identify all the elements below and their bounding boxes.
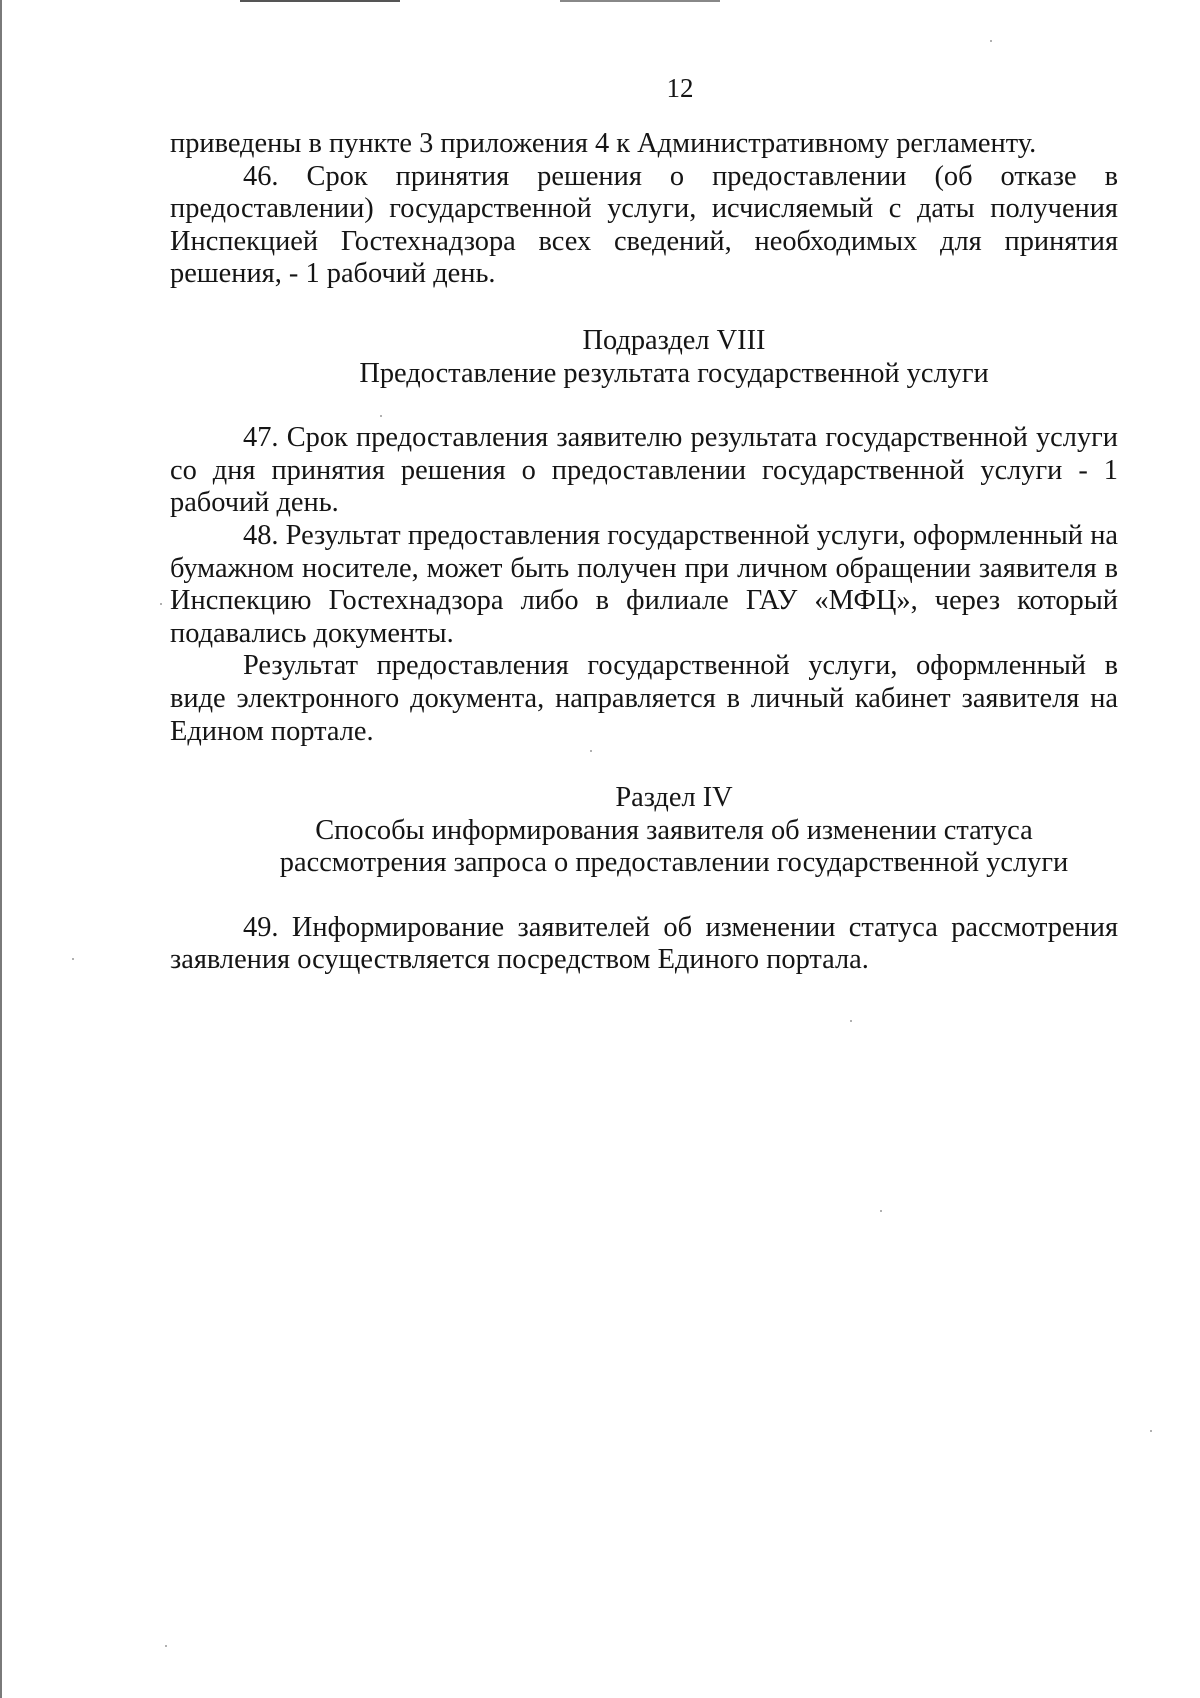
scan-edge-left (0, 0, 2, 1698)
paragraph-49: 49. Информирование заявителей об изменении статуса рассмотрения заявления осуществляется посредством Единого портала. (170, 911, 1118, 976)
scan-edge-top (560, 0, 720, 2)
scan-speck (990, 40, 992, 42)
scan-speck (850, 1020, 852, 1022)
scan-speck (380, 415, 382, 417)
section-title: Раздел IV (615, 782, 733, 814)
scan-speck (880, 1210, 882, 1212)
paragraph-46: 46. Срок принятия решения о предоставлении (об отказе в предоставлении) государственной услуги, исчисляемый с даты получения Инспекцией Гостехнадзора всех сведений, необходимых для принятия решения, - 1 рабочий день. (170, 160, 1118, 290)
page-number: 12 (666, 73, 694, 103)
scan-speck (1150, 1430, 1152, 1432)
scan-edge-top (240, 0, 400, 2)
section-subtitle-line2: рассмотрения запроса о предоставлении государственной услуги (279, 847, 1069, 879)
paragraph-48-continued: Результат предоставления государственной услуги, оформленный в виде электронного документа, направляется в личный кабинет заявителя на Едином портале. (170, 650, 1118, 747)
scan-speck (165, 1645, 167, 1647)
section-subtitle-line1: Способы информирования заявителя об изменении статуса (315, 814, 1033, 846)
paragraph-48: 48. Результат предоставления государственной услуги, оформленный на бумажном носителе, может быть получен при личном обращении заявителя в Инспекцию Гостехнадзора либо в филиале ГАУ «МФЦ», через который подавались документы. (170, 519, 1118, 649)
paragraph-47: 47. Срок предоставления заявителю результата государственной услуги со дня принятия решения о предоставлении государственной услуги - 1 рабочий день. (170, 422, 1118, 519)
document-body (170, 128, 1118, 977)
subsection-title: Подраздел VIII (582, 324, 766, 356)
scan-speck (590, 750, 592, 752)
scan-speck (72, 958, 74, 960)
paragraph-continuation: приведены в пункте 3 приложения 4 к Административному регламенту. (170, 128, 1037, 159)
scan-speck (160, 603, 162, 605)
subsection-subtitle: Предоставление результата государственной услуги (359, 357, 989, 389)
